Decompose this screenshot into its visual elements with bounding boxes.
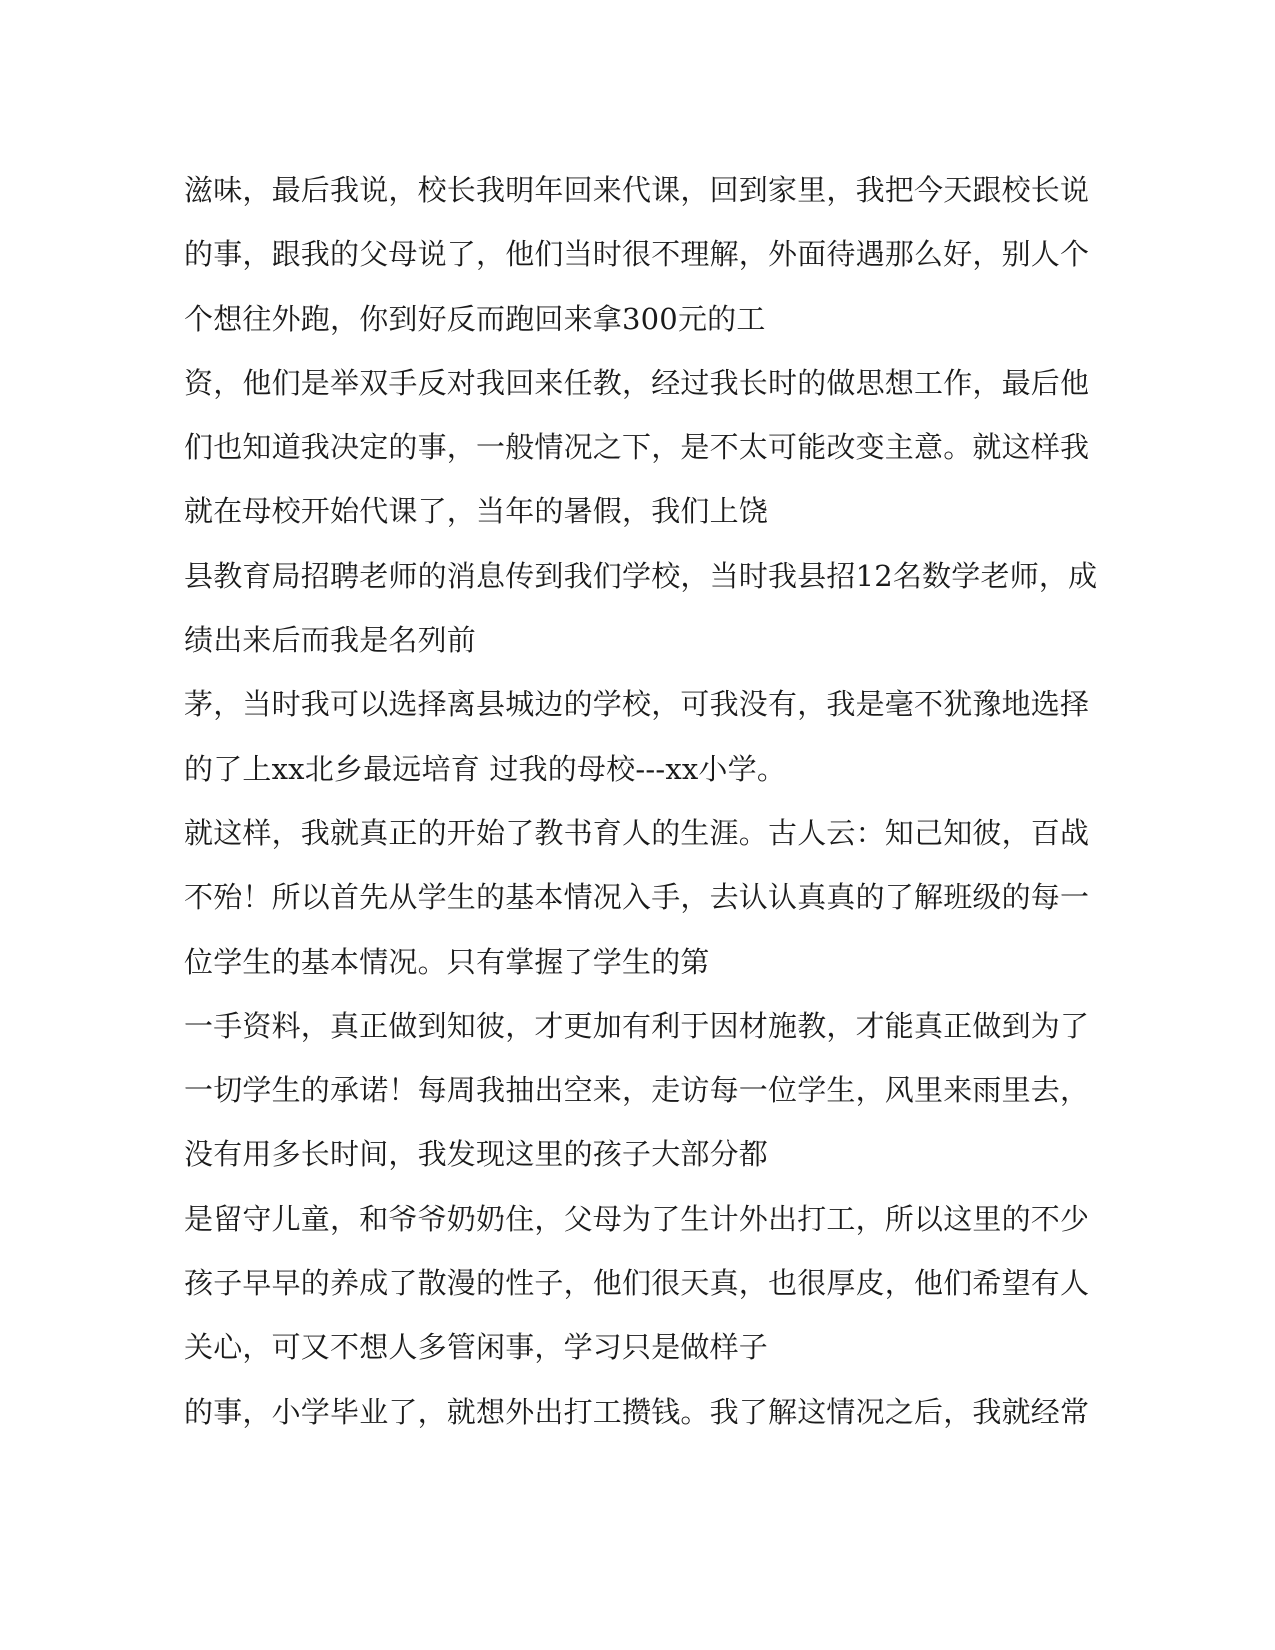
text-line: 个想往外跑，你到好反而跑回来拿300元的工 [184,301,766,336]
text-line: 孩子早早的养成了散漫的性子，他们很天真，也很厚皮，他们希望有人 [184,1266,1090,1301]
text-line: 一切学生的承诺！每周我抽出空来，走访每一位学生，风里来雨里去， [184,1073,1090,1108]
text-line: 关心，可又不想人多管闲事，学习只是做样子 [184,1330,769,1365]
text-line: 一手资料，真正做到知彼，才更加有利于因材施教，才能真正做到为了 [184,1008,1090,1043]
text-line: 们也知道我决定的事，一般情况之下，是不太可能改变主意。就这样我 [184,430,1090,465]
text-line: 没有用多长时间，我发现这里的孩子大部分都 [184,1137,769,1172]
text-line: 的事，小学毕业了，就想外出打工攒钱。我了解这情况之后，我就经常 [184,1394,1090,1429]
text-line: 资，他们是举双手反对我回来任教，经过我长时的做思想工作，最后他 [184,365,1090,400]
text-line: 的了上xx北乡最远培育 过我的母校---xx小学。 [184,751,787,786]
text-line: 是留守儿童，和爷爷奶奶住，父母为了生计外出打工，所以这里的不少 [184,1201,1090,1236]
text-line: 县教育局招聘老师的消息传到我们学校，当时我县招12名数学老师，成 [184,558,1098,593]
text-line: 的事，跟我的父母说了，他们当时很不理解，外面待遇那么好，别人个 [184,237,1090,272]
text-line: 不殆！所以首先从学生的基本情况入手，去认认真真的了解班级的每一 [184,880,1090,915]
text-line: 就这样，我就真正的开始了教书育人的生涯。古人云：知己知彼，百战 [184,815,1090,850]
text-line: 茅，当时我可以选择离县城边的学校，可我没有，我是毫不犹豫地选择 [184,687,1090,722]
body-text [184,158,1098,1444]
text-line: 位学生的基本情况。只有掌握了学生的第 [184,944,710,979]
text-line: 滋味，最后我说，校长我明年回来代课，回到家里，我把今天跟校长说 [184,173,1090,207]
text-line: 就在母校开始代课了，当年的暑假，我们上饶 [184,494,769,529]
text-line: 绩出来后而我是名列前 [184,623,477,658]
